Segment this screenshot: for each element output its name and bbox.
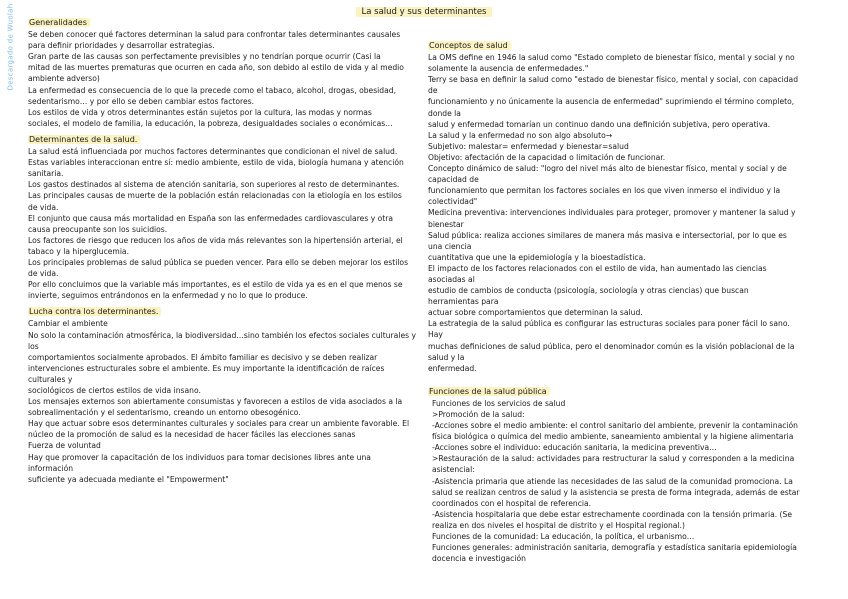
text-line: funcionamiento que permitan los factores sociales en los que viven inmerso el individuo y la colectividad" xyxy=(428,186,781,207)
text-line: Salud pública: realiza acciones similares de manera más masiva e intersectorial, por lo que es una ciencia xyxy=(428,230,787,251)
text-line: de vida. xyxy=(28,269,59,279)
text-line: funcionamiento y no únicamente la ausencia de enfermedad" suprimiendo el término completo, donde la xyxy=(428,97,795,118)
text-line: -Acciones sobre el individuo: educación sanitaria, la medicina preventiva… xyxy=(432,443,717,453)
text-line: física biológica o química del medio ambiente, saneamiento ambiental y la higiene alimentaria xyxy=(432,432,794,442)
right-column xyxy=(428,40,800,569)
section-determinantes xyxy=(28,134,418,301)
section-heading: Funciones de la salud pública xyxy=(428,386,800,397)
text-line: Subjetivo: malestar= enfermedad y bienestar=salud xyxy=(428,141,629,151)
text-line: Funciones de los servicios de salud xyxy=(432,398,566,408)
text-line: Por ello concluimos que la variable más importantes, es el estilo de vida ya es en el que menos se xyxy=(28,280,403,290)
text-line: Funciones de la comunidad: La educación, la política, el urbanismo… xyxy=(432,532,695,542)
text-line: Gran parte de las causas son perfectamente previsibles y no tendrían porque ocurrir (Casi la xyxy=(28,52,381,62)
text-line: sanitaria. xyxy=(28,169,64,179)
section-generalidades xyxy=(28,17,418,129)
text-line: coordinados con el hospital de referencia. xyxy=(432,498,592,508)
text-line: cuantitativa que une la epidemiología y la bioestadística. xyxy=(428,252,646,262)
text-line: solamente la ausencia de enfermedades." xyxy=(428,64,589,74)
text-line: La estrategia de la salud pública es configurar las estructuras sociales para poner fácil lo sano. Hay xyxy=(428,319,790,340)
text-line: docencia e investigación xyxy=(432,554,526,564)
text-line: para definir prioridades y desarrollar estrategias. xyxy=(28,41,215,51)
text-line: >Promoción de la salud: xyxy=(432,410,525,419)
text-line: Los estilos de vida y otros determinantes están sujetos por la cultura, las modas y normas xyxy=(28,107,372,117)
text-line: >Restauración de la salud: actividades para restructurar la salud y corresponden a la medicina xyxy=(432,454,795,464)
text-line: sobrealimentación y el sedentarismo, creando un entorno obesogénico. xyxy=(28,408,301,418)
text-line: muchas definiciones de salud pública, pero el denominador común es la visión poblacional de la salud y la xyxy=(428,341,795,362)
text-line: Objetivo: afectación de la capacidad o limitación de funcionar. xyxy=(428,152,666,162)
section-heading: Lucha contra los determinantes. xyxy=(28,306,418,317)
text-line: de vida. xyxy=(28,202,59,212)
text-line: Cambiar el ambiente xyxy=(28,319,108,329)
text-line: Los factores de riesgo que reducen los años de vida más relevantes son la hipertensión arterial, el xyxy=(28,235,403,245)
text-line: La enfermedad es consecuencia de lo que la precede como el tabaco, alcohol, drogas, obesidad, xyxy=(28,85,396,95)
text-line: suficiente ya adecuada mediante el "Empowerment" xyxy=(28,474,229,484)
section-heading: Determinantes de la salud. xyxy=(28,134,418,145)
text-line: Medicina preventiva: intervenciones individuales para proteger, promover y mantener la salud y bienestar xyxy=(428,208,796,229)
text-line: ambiente adverso) xyxy=(28,74,100,84)
text-line: Los gastos destinados al sistema de atención sanitaria, son superiores al resto de determinantes. xyxy=(28,180,400,190)
text-line: intervenciones estructurales sobre el ambiente. Es muy importante la identificación de raíces culturales y xyxy=(28,363,385,384)
text-line: asistencial: xyxy=(432,465,475,475)
text-line: Funciones generales: administración sanitaria, demografía y estadística sanitaria epidemiología xyxy=(432,543,797,553)
text-line: realiza en dos niveles el hospital de distrito y el Hospital regional.) xyxy=(432,520,685,530)
section-heading: Generalidades xyxy=(28,17,418,28)
text-line: Concepto dinámico de salud: "logro del nivel más alto de bienestar físico, mental y social y de capacidad de xyxy=(428,164,787,185)
text-line: enfermedad. xyxy=(428,363,477,373)
section-funciones xyxy=(428,386,800,565)
text-line: El conjunto que causa más mortalidad en España son las enfermedades cardiovasculares y otra xyxy=(28,213,394,223)
section-lucha xyxy=(28,306,418,485)
text-line: -Asistencia hospitalaria que debe estar estrechamente coordinada con la tensión primaria. (Se xyxy=(432,509,793,519)
text-line: Terry se basa en definir la salud como "estado de bienestar físico, mental y social, con capacidad de xyxy=(428,75,799,96)
text-line: No solo la contaminación atmosférica, la biodiversidad…sino también los efectos sociales culturales y los xyxy=(28,330,416,351)
text-line: El impacto de los factores relacionados con el estilo de vida, han aumentado las ciencias asociadas al xyxy=(428,263,767,284)
text-line: Los principales problemas de salud pública se pueden vencer. Para ello se deben mejorar los estilos xyxy=(28,257,409,267)
text-line: sociológicos de ciertos estilos de vida insano. xyxy=(28,386,201,395)
text-line: salud se realizan centros de salud y la asistencia se presta de forma integrada, además de estar xyxy=(432,487,800,497)
text-line: -Acciones sobre el medio ambiente: el control sanitario del ambiente, prevenir la contaminación xyxy=(432,421,798,431)
text-line: actuar sobre comportamientos que determinan la salud. xyxy=(428,308,643,318)
text-line: causa preocupante son los suicidios. xyxy=(28,224,168,234)
text-line: estudio de cambios de conducta (psicología, sociología y otras ciencias) que buscan herramientas para xyxy=(428,286,749,307)
text-line: Estas variables interaccionan entre sí: medio ambiente, estilo de vida, biología humana y atención xyxy=(28,158,404,168)
section-heading: Conceptos de salud xyxy=(428,40,800,51)
text-line: sedentarismo… y por ello se deben cambiar estos factores. xyxy=(28,96,255,106)
text-line: Se deben conocer qué factores determinan la salud para confrontar tales determinantes causales xyxy=(28,30,401,40)
text-line: Hay que promover la capacitación de los individuos para tomar decisiones libres ante una información xyxy=(28,452,371,473)
text-line: La salud y la enfermedad no son algo absoluto→ xyxy=(428,130,613,140)
text-line: mitad de las muertes prematuras que ocurren en cada año, son debido al estilo de vida y al medio xyxy=(28,63,404,73)
text-line: invierte, seguimos entrándonos en la enfermedad y no lo que lo produce. xyxy=(28,291,308,301)
text-line: La salud está influenciada por muchos factores determinantes que condicionan el nivel de salud. xyxy=(28,147,398,157)
text-line: -Asistencia primaria que atiende las necesidades de las salud de la comunidad promociona. La xyxy=(432,476,793,486)
left-column xyxy=(28,17,418,490)
page-title-text: La salud y sus determinantes xyxy=(356,7,493,17)
text-line: Hay que actuar sobre esos determinantes culturales y sociales para crear un ambiente favorable. El xyxy=(28,419,410,429)
text-line: sociales, el modelo de familia, la educación, la pobreza, desigualdades sociales o económicas… xyxy=(28,118,393,128)
text-line: núcleo de la promoción de salud es la necesidad de hacer fáciles las elecciones sanas xyxy=(28,430,356,440)
watermark-text: Descargado de Wuolah xyxy=(6,3,15,91)
text-line: Fuerza de voluntad xyxy=(28,441,101,451)
text-line: salud y enfermedad tomarían un continuo dando una definición subjetiva, pero operativa. xyxy=(428,119,771,129)
text-line: comportamientos socialmente aprobados. El ámbito familiar es decisivo y se deben realizar xyxy=(28,352,378,362)
text-line: La OMS define en 1946 la salud como "Estado completo de bienestar físico, mental y social y no xyxy=(428,53,795,63)
text-line: Los mensajes externos son abiertamente consumistas y favorecen a estilos de vida asociados a la xyxy=(28,397,403,407)
text-line: tabaco y la hiperglucemia. xyxy=(28,246,129,256)
section-conceptos xyxy=(428,40,800,374)
watermark xyxy=(6,3,16,91)
text-line: Las principales causas de muerte de la población están relacionadas con la etiología en los estilos xyxy=(28,191,402,201)
